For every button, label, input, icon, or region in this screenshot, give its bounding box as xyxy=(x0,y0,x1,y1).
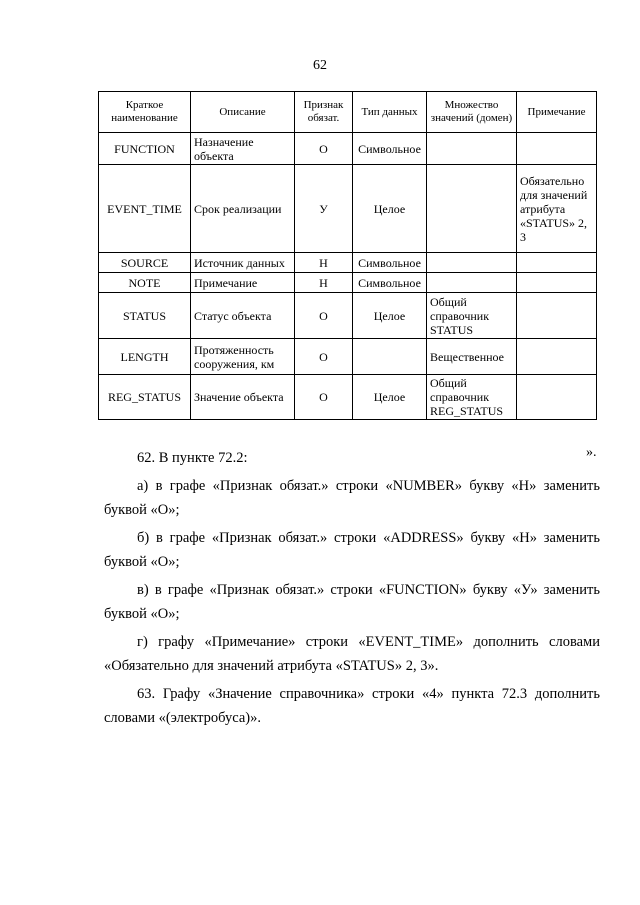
cell-value-domain: Вещественное xyxy=(427,339,517,375)
header-value-domain: Множество значений (домен) xyxy=(427,92,517,133)
cell-data-type: Целое xyxy=(353,375,427,420)
table-row xyxy=(99,293,597,339)
cell-value-domain xyxy=(427,253,517,273)
table-header-row xyxy=(99,92,597,133)
paragraph-item-g: г) графу «Примечание» строки «EVENT_TIME» дополнить словами «Обязательно для значений атрибута «STATUS» 2, 3». xyxy=(104,634,600,674)
cell-required-flag: О xyxy=(295,339,353,375)
cell-description: Источник данных xyxy=(191,253,295,273)
attributes-table xyxy=(98,91,597,420)
paragraph-item-a: а) в графе «Признак обязат.» строки «NUMBER» букву «Н» заменить буквой «О»; xyxy=(104,478,600,518)
header-description: Описание xyxy=(191,92,295,133)
cell-data-type: Целое xyxy=(353,165,427,253)
table-closing-quote: ». xyxy=(586,445,597,460)
page-number: 62 xyxy=(313,58,327,73)
cell-required-flag: У xyxy=(295,165,353,253)
paragraph-item-b: б) в графе «Признак обязат.» строки «ADDRESS» букву «Н» заменить буквой «О»; xyxy=(104,530,600,570)
cell-data-type: Целое xyxy=(353,293,427,339)
table-row xyxy=(99,133,597,165)
header-note: Примечание xyxy=(517,92,597,133)
cell-note xyxy=(517,293,597,339)
table-row xyxy=(99,339,597,375)
table-row xyxy=(99,273,597,293)
cell-note xyxy=(517,253,597,273)
cell-value-domain xyxy=(427,165,517,253)
cell-description: Срок реализации xyxy=(191,165,295,253)
cell-short-name: FUNCTION xyxy=(99,133,191,165)
cell-value-domain: Общий справочник STATUS xyxy=(427,293,517,339)
cell-required-flag: О xyxy=(295,375,353,420)
cell-description: Статус объекта xyxy=(191,293,295,339)
cell-value-domain: Общий справочник REG_STATUS xyxy=(427,375,517,420)
cell-short-name: STATUS xyxy=(99,293,191,339)
cell-data-type: Символьное xyxy=(353,133,427,165)
paragraph-63: 63. Графу «Значение справочника» строки «4» пункта 72.3 дополнить словами «(электробуса)». xyxy=(104,686,600,726)
cell-short-name: EVENT_TIME xyxy=(99,165,191,253)
cell-required-flag: Н xyxy=(295,273,353,293)
header-required-flag: Признак обязат. xyxy=(295,92,353,133)
cell-note xyxy=(517,339,597,375)
cell-value-domain xyxy=(427,273,517,293)
header-short-name: Краткое наименование xyxy=(99,92,191,133)
cell-data-type: Символьное xyxy=(353,273,427,293)
cell-note xyxy=(517,133,597,165)
cell-required-flag: Н xyxy=(295,253,353,273)
table-row xyxy=(99,165,597,253)
table-row xyxy=(99,253,597,273)
cell-short-name: LENGTH xyxy=(99,339,191,375)
paragraph-item-v: в) в графе «Признак обязат.» строки «FUNCTION» букву «У» заменить буквой «О»; xyxy=(104,582,600,622)
table-row xyxy=(99,375,597,420)
header-data-type: Тип данных xyxy=(353,92,427,133)
cell-short-name: REG_STATUS xyxy=(99,375,191,420)
cell-note xyxy=(517,375,597,420)
cell-short-name: SOURCE xyxy=(99,253,191,273)
cell-value-domain xyxy=(427,133,517,165)
paragraph-62-heading: 62. В пункте 72.2: xyxy=(137,450,248,466)
cell-description: Назначение объекта xyxy=(191,133,295,165)
cell-description: Значение объекта xyxy=(191,375,295,420)
cell-short-name: NOTE xyxy=(99,273,191,293)
cell-description: Примечание xyxy=(191,273,295,293)
cell-required-flag: О xyxy=(295,133,353,165)
cell-data-type: Символьное xyxy=(353,253,427,273)
amendments-text xyxy=(104,446,600,730)
cell-required-flag: О xyxy=(295,293,353,339)
cell-note xyxy=(517,273,597,293)
cell-data-type xyxy=(353,339,427,375)
cell-note: Обязательно для значений атрибута «STATUS» 2, 3 xyxy=(517,165,597,253)
cell-description: Протяженность сооружения, км xyxy=(191,339,295,375)
